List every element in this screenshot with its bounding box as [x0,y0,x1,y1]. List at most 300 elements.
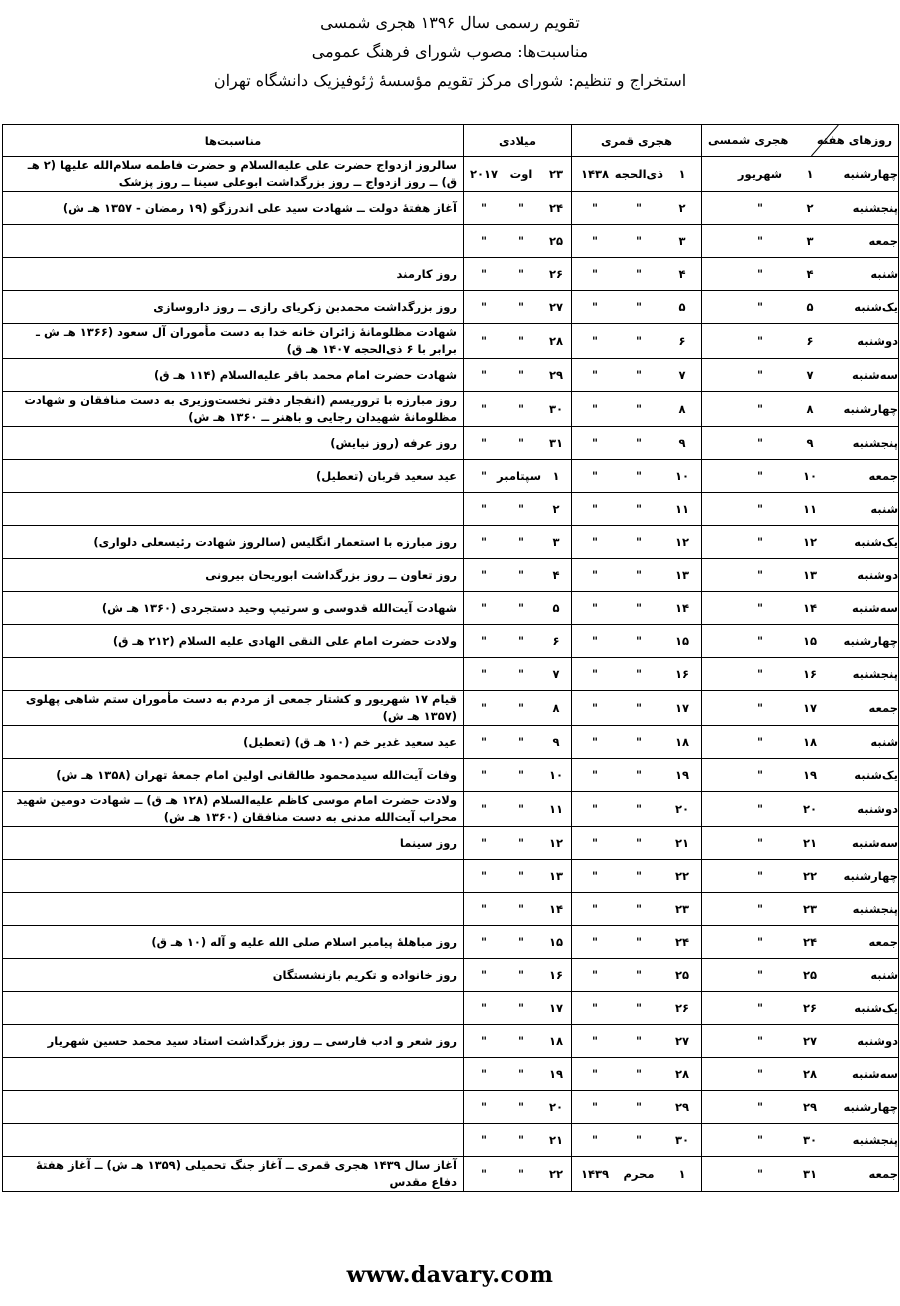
weekday-label: پنجشنبه [852,902,898,916]
event-text: روز تعاون ــ روز بزرگداشت ابوریحان بیرونی [205,567,457,582]
qamari-year: " [592,1133,598,1147]
qamari-day: ۱ [678,1167,686,1181]
miladi-day: ۱ [552,469,560,483]
header-events: مناسبت‌ها [3,125,464,157]
miladi-year: " [481,436,487,450]
qamari-month: " [636,836,642,850]
events-cell [3,893,464,926]
table-row [3,759,899,792]
miladi-cell [464,691,572,726]
weekday-label: جمعه [868,935,898,949]
qamari-month: " [636,267,642,281]
shamsi-day: ۶ [806,334,814,348]
weekday-label: جمعه [868,1167,898,1181]
qamari-day: ۲۰ [674,802,690,816]
header-qamari: هجری قمری [572,125,702,157]
shamsi-day: ۱۱ [802,502,818,516]
qamari-cell [572,860,702,893]
qamari-cell [572,959,702,992]
table-row [3,658,899,691]
shamsi-month: " [757,368,763,382]
miladi-month: " [518,634,524,648]
shamsi-month: " [757,1067,763,1081]
events-cell [3,392,464,427]
qamari-month: " [636,568,642,582]
event-text: روز عرفه (روز نیایش) [330,435,457,450]
shamsi-cell [702,759,899,792]
shamsi-day: ۱۵ [802,634,818,648]
miladi-cell [464,1124,572,1157]
miladi-cell [464,559,572,592]
shamsi-month: " [757,1100,763,1114]
shamsi-month: " [757,535,763,549]
shamsi-cell [702,1157,899,1192]
qamari-cell [572,157,702,192]
events-cell [3,493,464,526]
qamari-day: ۳ [678,234,686,248]
weekday-label: دوشنبه [857,334,898,348]
qamari-month: " [636,1001,642,1015]
qamari-year: " [592,402,598,416]
qamari-day: ۲۵ [674,968,690,982]
miladi-cell [464,192,572,225]
shamsi-cell [702,258,899,291]
miladi-month: " [518,568,524,582]
qamari-month: " [636,1067,642,1081]
miladi-month: " [518,1100,524,1114]
miladi-year: " [481,735,487,749]
miladi-cell [464,1058,572,1091]
qamari-year: " [592,768,598,782]
events-cell [3,691,464,726]
header-shamsi: هجری شمسی [708,133,789,147]
miladi-year: " [481,368,487,382]
weekday-label: شنبه [870,968,898,982]
table-row [3,359,899,392]
miladi-month: " [518,402,524,416]
qamari-month: " [636,701,642,715]
miladi-month: اوت [509,167,533,181]
qamari-day: ۴ [678,267,686,281]
qamari-month: " [636,368,642,382]
miladi-year: " [481,935,487,949]
qamari-day: ۱۳ [674,568,690,582]
miladi-year: " [481,201,487,215]
weekday-label: سه‌شنبه [852,368,898,382]
shamsi-month: " [757,469,763,483]
events-cell [3,827,464,860]
shamsi-day: ۹ [806,436,814,450]
qamari-year: " [592,869,598,883]
miladi-year: " [481,1034,487,1048]
shamsi-day: ۲ [806,201,814,215]
shamsi-day: ۱ [806,167,814,181]
qamari-year: " [592,935,598,949]
shamsi-cell [702,1058,899,1091]
weekday-label: شنبه [870,735,898,749]
miladi-month: " [518,1067,524,1081]
shamsi-month: " [757,735,763,749]
qamari-year: " [592,667,598,681]
event-text: قیام ۱۷ شهریور و کشتار جمعی از مردم به دست مأموران ستم شاهی پهلوی (۱۳۵۷ هـ ش) [25,692,457,723]
miladi-year: " [481,968,487,982]
shamsi-day: ۳۰ [802,1133,818,1147]
weekday-label: یک‌شنبه [854,300,898,314]
weekday-label: سه‌شنبه [852,601,898,615]
miladi-day: ۱۴ [548,902,564,916]
qamari-year: " [592,1100,598,1114]
shamsi-day: ۲۵ [802,968,818,982]
table-row [3,258,899,291]
qamari-cell [572,691,702,726]
qamari-month: " [636,201,642,215]
weekday-label: یک‌شنبه [854,768,898,782]
events-cell [3,726,464,759]
shamsi-month: شهریور [737,167,783,181]
header-miladi: میلادی [464,125,572,157]
qamari-cell [572,1025,702,1058]
qamari-month: " [636,402,642,416]
table-row [3,460,899,493]
qamari-day: ۸ [678,402,686,416]
qamari-cell [572,726,702,759]
events-cell [3,658,464,691]
miladi-day: ۲۰ [548,1100,564,1114]
qamari-day: ۲۳ [674,902,690,916]
miladi-year: " [481,902,487,916]
miladi-year: " [481,1001,487,1015]
qamari-cell [572,592,702,625]
shamsi-day: ۱۸ [802,735,818,749]
event-text: آغاز هفتهٔ دولت ــ شهادت سید علی اندرزگو (۱۹ رمضان - ۱۳۵۷ هـ ش) [62,200,457,215]
shamsi-day: ۸ [806,402,814,416]
miladi-month: سپتامبر [497,469,541,483]
miladi-cell [464,1091,572,1124]
table-row [3,291,899,324]
miladi-day: ۲۳ [548,167,564,181]
shamsi-day: ۱۶ [802,667,818,681]
qamari-cell [572,460,702,493]
miladi-month: " [518,502,524,516]
shamsi-month: " [757,634,763,648]
qamari-month: " [636,502,642,516]
qamari-year: " [592,1034,598,1048]
shamsi-day: ۲۷ [802,1034,818,1048]
qamari-cell [572,827,702,860]
weekday-label: پنجشنبه [852,667,898,681]
qamari-month: محرم [623,1167,655,1181]
qamari-day: ۱۵ [674,634,690,648]
table-row [3,827,899,860]
miladi-day: ۷ [552,667,560,681]
qamari-year: " [592,334,598,348]
qamari-month: " [636,601,642,615]
event-text: شهادت مظلومانهٔ زائران خانه خدا به دست مأموران آل سعود (۱۳۶۶ هـ ش ـ برابر با ۶ ذی‌الحجه ۱۴۰۷ هـ ق) [36,325,457,356]
miladi-month: " [518,1034,524,1048]
shamsi-day: ۱۳ [802,568,818,582]
shamsi-cell [702,225,899,258]
miladi-month: " [518,902,524,916]
miladi-cell [464,359,572,392]
events-cell [3,1058,464,1091]
miladi-month: " [518,1001,524,1015]
shamsi-month: " [757,267,763,281]
events-cell [3,792,464,827]
shamsi-day: ۲۸ [802,1067,818,1081]
miladi-year: " [481,1067,487,1081]
miladi-day: ۳ [552,535,560,549]
qamari-cell [572,992,702,1025]
miladi-day: ۱۰ [548,768,564,782]
qamari-month: " [636,1034,642,1048]
qamari-year: ۱۴۳۸ [580,167,610,181]
miladi-cell [464,992,572,1025]
miladi-month: " [518,1167,524,1181]
qamari-cell [572,1091,702,1124]
qamari-month: " [636,1133,642,1147]
calendar-table [2,124,899,1192]
qamari-year: " [592,267,598,281]
miladi-cell [464,860,572,893]
weekday-label: چهارشنبه [843,402,898,416]
table-row [3,192,899,225]
qamari-day: ۳۰ [674,1133,690,1147]
miladi-day: ۳۱ [548,436,564,450]
event-text: روز شعر و ادب فارسی ــ روز بزرگداشت استاد سید محمد حسین شهریار [47,1033,457,1048]
miladi-month: " [518,735,524,749]
qamari-cell [572,926,702,959]
shamsi-day: ۱۴ [802,601,818,615]
qamari-cell [572,559,702,592]
table-row [3,1091,899,1124]
miladi-cell [464,291,572,324]
miladi-day: ۴ [552,568,560,582]
shamsi-month: " [757,869,763,883]
miladi-cell [464,526,572,559]
qamari-year: " [592,601,598,615]
qamari-cell [572,225,702,258]
shamsi-day: ۳۱ [802,1167,818,1181]
miladi-year: " [481,402,487,416]
miladi-month: " [518,768,524,782]
weekday-label: یک‌شنبه [854,535,898,549]
table-row [3,691,899,726]
event-text: سالروز ازدواج حضرت علی علیه‌السلام و حضرت فاطمه سلام‌الله علیها (۲ هـ ق) ــ روز ازدواج ــ روز بزرگداشت ابوعلی سینا ــ روز پزشک [27,158,457,189]
weekday-label: سه‌شنبه [852,836,898,850]
miladi-year: " [481,634,487,648]
miladi-year: " [481,836,487,850]
shamsi-cell [702,592,899,625]
event-text: عید سعید غدیر خم (۱۰ هـ ق) (تعطیل) [243,734,457,749]
qamari-year: " [592,368,598,382]
table-row [3,893,899,926]
miladi-year: " [481,1133,487,1147]
weekday-label: چهارشنبه [843,1100,898,1114]
table-row [3,392,899,427]
qamari-year: " [592,836,598,850]
weekday-label: پنجشنبه [852,1133,898,1147]
qamari-year: " [592,634,598,648]
header-weekday-shamsi [702,125,899,157]
miladi-month: " [518,300,524,314]
qamari-month: " [636,902,642,916]
miladi-day: ۱۸ [548,1034,564,1048]
table-row [3,1124,899,1157]
event-text: روز سینما [399,835,457,850]
miladi-day: ۲۲ [548,1167,564,1181]
shamsi-cell [702,1025,899,1058]
miladi-month: " [518,869,524,883]
qamari-cell [572,258,702,291]
event-text: ولادت حضرت امام موسی کاظم علیه‌السلام (۱۲۸ هـ ق) ــ شهادت دومین شهید محراب آیت‌الله مدنی به دست منافقان (۱۳۶۰ هـ ش) [16,793,457,824]
shamsi-cell [702,726,899,759]
qamari-month: " [636,935,642,949]
miladi-month: " [518,836,524,850]
shamsi-month: " [757,234,763,248]
miladi-day: ۱۳ [548,869,564,883]
shamsi-month: " [757,402,763,416]
shamsi-cell [702,860,899,893]
qamari-month: " [636,469,642,483]
miladi-cell [464,157,572,192]
miladi-month: " [518,667,524,681]
weekday-label: شنبه [870,267,898,281]
qamari-day: ۲۹ [674,1100,690,1114]
shamsi-cell [702,827,899,860]
qamari-year: ۱۴۳۹ [580,1167,610,1181]
miladi-day: ۲ [552,502,560,516]
miladi-cell [464,1025,572,1058]
events-cell [3,1091,464,1124]
shamsi-cell [702,691,899,726]
miladi-day: ۱۵ [548,935,564,949]
miladi-day: ۱۲ [548,836,564,850]
calendar-header [0,8,900,95]
qamari-cell [572,1157,702,1192]
qamari-cell [572,392,702,427]
qamari-day: ۱۹ [674,768,690,782]
qamari-cell [572,192,702,225]
shamsi-month: " [757,701,763,715]
miladi-month: " [518,201,524,215]
table-row [3,157,899,192]
miladi-cell [464,759,572,792]
miladi-cell [464,827,572,860]
miladi-year: " [481,1167,487,1181]
events-cell [3,592,464,625]
events-cell [3,460,464,493]
qamari-day: ۱۴ [674,601,690,615]
events-cell [3,926,464,959]
miladi-cell [464,893,572,926]
qamari-day: ۲۱ [674,836,690,850]
shamsi-month: " [757,601,763,615]
miladi-year: " [481,267,487,281]
table-row [3,726,899,759]
qamari-month: " [636,667,642,681]
miladi-year: " [481,300,487,314]
event-text: ولادت حضرت امام علی النقی الهادی علیه السلام (۲۱۲ هـ ق) [112,633,457,648]
qamari-day: ۱۷ [674,701,690,715]
shamsi-cell [702,792,899,827]
qamari-month: " [636,768,642,782]
shamsi-cell [702,959,899,992]
events-cell [3,1025,464,1058]
weekday-label: جمعه [868,701,898,715]
events-cell [3,157,464,192]
qamari-day: ۱۱ [674,502,690,516]
qamari-cell [572,792,702,827]
shamsi-month: " [757,568,763,582]
qamari-day: ۲۶ [674,1001,690,1015]
weekday-label: یک‌شنبه [854,1001,898,1015]
events-cell [3,258,464,291]
table-row [3,860,899,893]
weekday-label: چهارشنبه [843,634,898,648]
miladi-month: " [518,535,524,549]
events-cell [3,526,464,559]
weekday-label: دوشنبه [857,568,898,582]
miladi-day: ۱۹ [548,1067,564,1081]
miladi-year: " [481,802,487,816]
qamari-day: ۱۰ [674,469,690,483]
qamari-month: " [636,334,642,348]
qamari-cell [572,493,702,526]
miladi-month: " [518,701,524,715]
events-cell [3,625,464,658]
qamari-month: " [636,802,642,816]
qamari-year: " [592,201,598,215]
miladi-day: ۶ [552,634,560,648]
qamari-month: " [636,436,642,450]
qamari-year: " [592,902,598,916]
events-cell [3,427,464,460]
qamari-year: " [592,568,598,582]
shamsi-month: " [757,768,763,782]
shamsi-day: ۲۴ [802,935,818,949]
event-text: شهادت حضرت امام محمد باقر علیه‌السلام (۱۱۴ هـ ق) [153,367,457,382]
qamari-day: ۱۲ [674,535,690,549]
table-row [3,992,899,1025]
events-cell [3,759,464,792]
events-cell [3,1124,464,1157]
table-row [3,526,899,559]
event-text: روز مبارزه با تروریسم (انفجار دفتر نخست‌وزیری به دست منافقان و شهادت مظلومانهٔ شهیدان رجایی و باهنر ــ ۱۳۶۰ هـ ش) [24,393,457,424]
shamsi-cell [702,526,899,559]
weekday-label: جمعه [868,234,898,248]
qamari-day: ۱۶ [674,667,690,681]
shamsi-month: " [757,300,763,314]
miladi-year: ۲۰۱۷ [469,167,499,181]
qamari-day: ۲۴ [674,935,690,949]
miladi-year: " [481,469,487,483]
table-row [3,625,899,658]
miladi-year: " [481,869,487,883]
table-header-row [3,125,899,157]
weekday-label: جمعه [868,469,898,483]
table-row [3,427,899,460]
miladi-year: " [481,535,487,549]
qamari-day: ۷ [678,368,686,382]
shamsi-cell [702,1091,899,1124]
miladi-cell [464,392,572,427]
shamsi-day: ۴ [806,267,814,281]
event-text: وفات آیت‌الله سیدمحمود طالقانی اولین امام جمعهٔ تهران (۱۳۵۸ هـ ش) [56,767,457,782]
miladi-day: ۲۶ [548,267,564,281]
event-text: آغاز سال ۱۴۳۹ هجری قمری ــ آغاز جنگ تحمیلی (۱۳۵۹ هـ ش) ــ آغاز هفتهٔ دفاع مقدس [36,1158,457,1189]
events-cell [3,192,464,225]
miladi-cell [464,625,572,658]
